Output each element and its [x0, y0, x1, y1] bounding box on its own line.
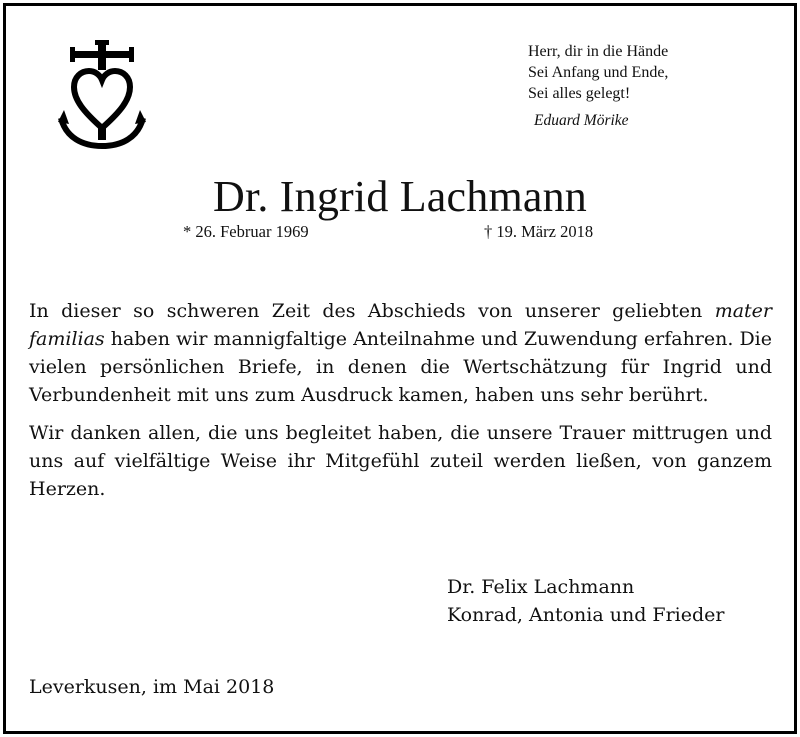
poem-quote [528, 41, 668, 131]
cross-heart-anchor-icon [58, 40, 148, 152]
message-text: haben wir mannigfaltige Anteilnahme und Zuwendung erfahren. Die vielen persönlichen Briefe, in denen die Wertschätzung für Ingrid und Verbundenheit mit uns zum Ausdruck kamen, haben uns sehr berührt. [29, 328, 772, 406]
death-date: † 19. März 2018 [484, 222, 594, 241]
deceased-name: Dr. Ingrid Lachmann [212, 172, 588, 221]
place-date: Leverkusen, im Mai 2018 [29, 676, 275, 698]
message-italic-text: mater familias [29, 300, 772, 350]
signers [447, 573, 724, 629]
message-paragraph-1 [29, 297, 772, 409]
poem-line: Sei alles gelegt! [528, 85, 631, 102]
poem-author: Eduard Mörike [534, 112, 629, 129]
signer-line: Dr. Felix Lachmann [447, 576, 635, 598]
message-text: In dieser so schweren Zeit des Abschieds von unserer geliebten [29, 300, 715, 322]
birth-date: * 26. Februar 1969 [183, 222, 309, 241]
message-body [29, 297, 772, 503]
signer-line: Konrad, Antonia und Frieder [447, 604, 725, 626]
poem-line: Sei Anfang und Ende, [528, 64, 669, 81]
poem-line: Herr, dir in die Hände [528, 43, 669, 60]
message-paragraph-2: Wir danken allen, die uns begleitet haben, die unsere Trauer mittrugen und uns auf vielfältige Weise ihr Mitgefühl zuteil werden ließen, von ganzem Herzen. [29, 422, 772, 500]
